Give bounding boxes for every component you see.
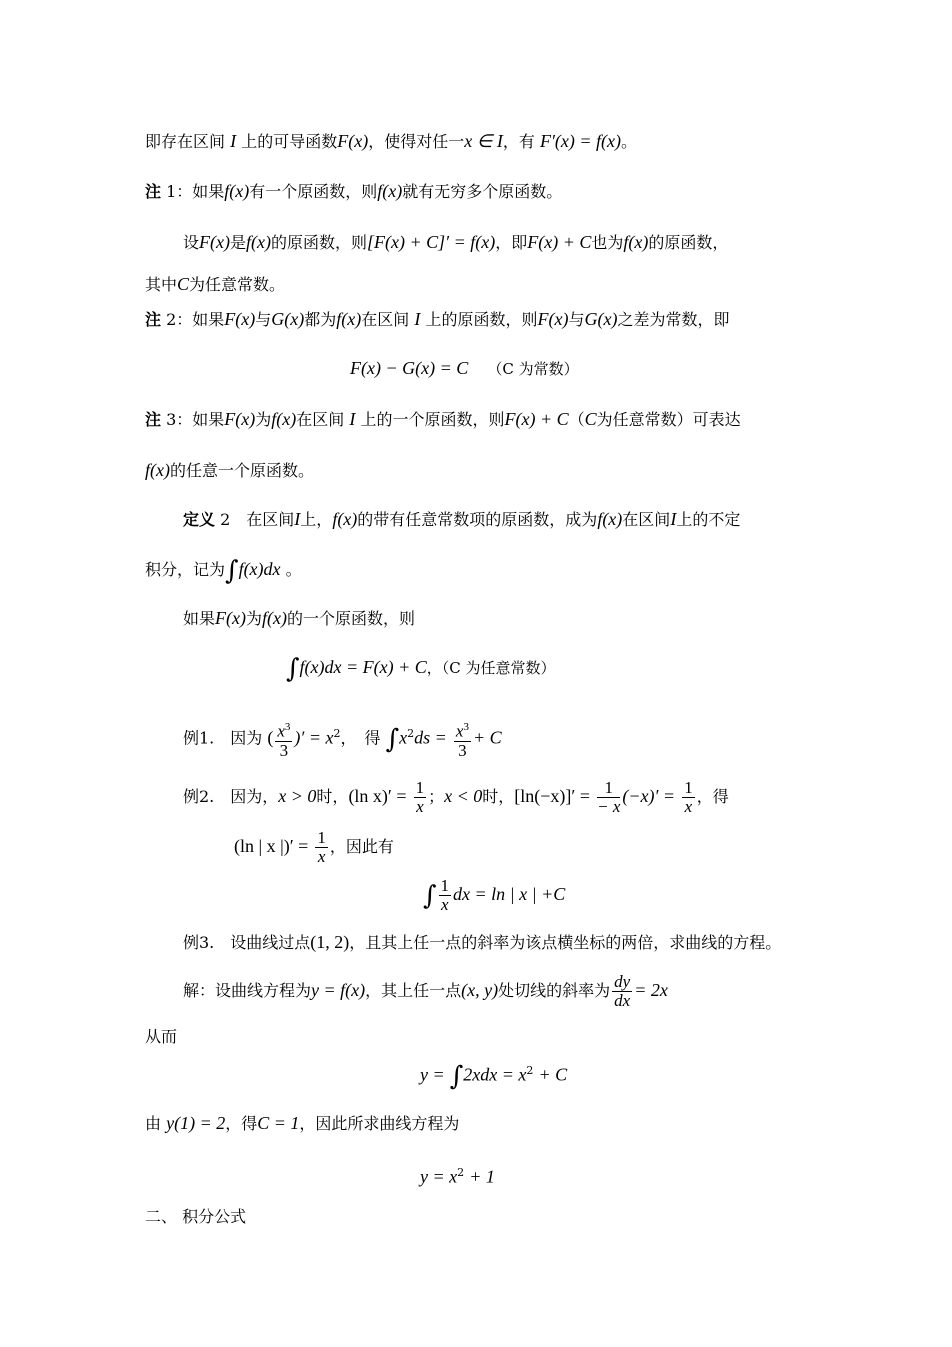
equation-1: F(x) − G(x) = C （C 为常数） xyxy=(350,358,579,378)
equation-5: $y = x^2 + 1$ xyxy=(420,1166,495,1187)
text-line: 从而 xyxy=(145,1027,178,1046)
text-line: 由 y(1) = 2，得C = 1，因此所求曲线方程为 xyxy=(145,1113,460,1133)
equation-3: ∫ $\frac{1}{x}$ dx = ln | x | +C xyxy=(423,876,566,914)
example-2: 例2. 因为，x > 0时，(ln x)′ = $\frac{1}{x}$ ；x < 0时，[ln(−x)]′ = $\frac{1}{- x}$ (−x)′ = $\frac{1}{x}$ ，得 xyxy=(183,778,729,816)
definition-2: 定义 2 在区间I上，f(x)的带有任意常数项的原函数，成为f(x)在区间I上的不定 xyxy=(183,509,741,529)
example-3: 例3. 设曲线过点(1, 2)，且其上任一点的斜率为该点横坐标的两倍，求曲线的方程。 xyxy=(183,932,782,952)
text-line: 积分，记为∫f(x)dx 。 xyxy=(145,556,302,586)
solution: 解：设曲线方程为y = f(x)，其上任一点(x, y)处切线的斜率为 $\frac{dy}{dx}$ = 2x xyxy=(183,972,668,1010)
text-line: f(x)的任意一个原函数。 xyxy=(145,460,314,480)
equation-4: $y = \int 2xdx = x^2 + C$ xyxy=(420,1061,568,1092)
text-line: 其中C为任意常数。 xyxy=(145,274,286,294)
text-line: (ln | x |)′ = $\frac{1}{x}$ ，因此有 xyxy=(234,828,394,866)
example-1: 例1. 因为 ( $\frac{x^3}{3}$ )′ = $x^2$， 得 $\int x^2ds$ = $\frac{x^3}{3}$ + C xyxy=(183,710,502,763)
note-3: 注 3：如果F(x)为f(x)在区间 I 上的一个原函数，则F(x) + C（C为任意常数）可表达 xyxy=(145,409,741,429)
text-line: 如果F(x)为f(x)的一个原函数，则 xyxy=(183,608,416,628)
section-heading: 二、 积分公式 xyxy=(145,1207,247,1226)
text-line: 设F(x)是f(x)的原函数，则[F(x) + C]′ = f(x)，即F(x) + C也为f(x)的原函数， xyxy=(183,232,729,252)
note-1: 注 1：如果f(x)有一个原函数，则f(x)就有无穷多个原函数。 xyxy=(145,181,563,201)
note-2: 注 2：如果F(x)与G(x)都为f(x)在区间 I 上的原函数，则F(x)与G(x)之差为常数，即 xyxy=(145,309,730,329)
equation-2: ∫f(x)dx = F(x) + C，（C 为任意常数） xyxy=(286,654,556,684)
text-line: 即存在区间 I 上的可导函数F(x)，使得对任一x ∈ I，有 F′(x) = f(x)。 xyxy=(145,131,638,151)
